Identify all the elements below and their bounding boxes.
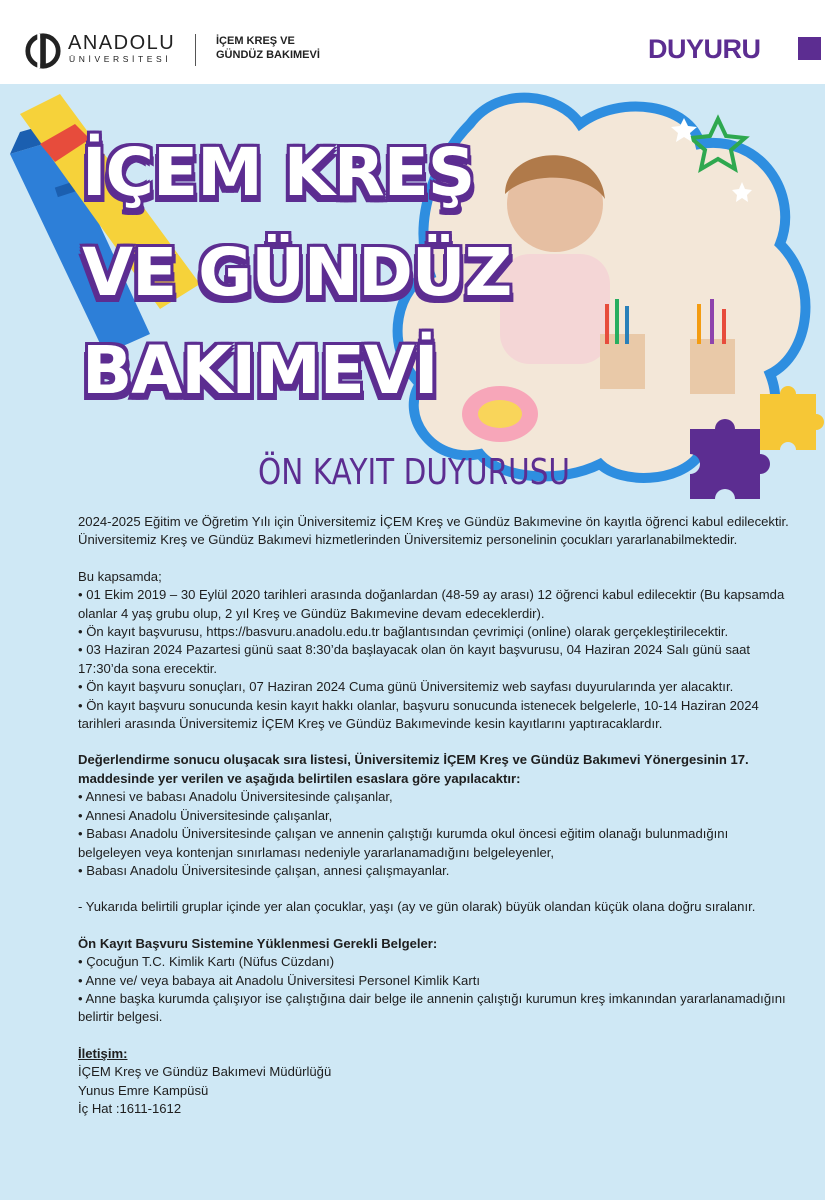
logo-name: ANADOLU [68, 32, 176, 54]
document-item: • Anne başka kurumda çalışıyor ise çalıştığına dair belge ile annenin çalıştığı kurumun kreş imkanından yararlanamadığını belirtir belgesi. [78, 990, 786, 1025]
scope-item: • 01 Ekim 2019 – 30 Eylül 2020 tarihleri arasında doğanlardan (48-59 ay arası) 12 öğrenci kabul edilecektir (Bu kapsamda olanlar 4 yaş grubu olup, 2 yıl Kreş ve Gündüz Bakımevine devam edeceklerdir). [78, 587, 785, 621]
poster-body [0, 84, 825, 1200]
document-item: • Anne ve/ veya babaya ait Anadolu Üniversitesi Personel Kimlik Kartı [78, 972, 480, 988]
announcement-square [798, 37, 821, 60]
evaluation-item: • Annesi Anadolu Üniversitesinde çalışanlar, [78, 807, 333, 823]
evaluation-heading: Değerlendirme sonucu oluşacak sıra listesi, Üniversitemiz İÇEM Kreş ve Gündüz Bakımevi Yönergesinin 17. maddesinde yer verilen ve aşağıda belirtilen esaslara göre yapılacaktır: [78, 752, 749, 786]
contact-heading: İletişim: [78, 1045, 128, 1061]
hero-title-line-3: BAKIMEVİ [82, 332, 438, 409]
hero-title-line-1: İÇEM KREŞ [82, 134, 475, 211]
header-divider [195, 34, 196, 66]
unit-name [216, 34, 366, 62]
scope-label: Bu kapsamda; [78, 568, 162, 584]
announcement-text [78, 513, 790, 1118]
ordering-note: - Yukarıda belirtili gruplar içinde yer alan çocuklar, yaşı (ay ve gün olarak) büyük olandan küçük olana doğru sıralanır. [78, 899, 756, 915]
intro-paragraph: 2024-2025 Eğitim ve Öğretim Yılı için Üniversitemiz İÇEM Kreş ve Gündüz Bakımevine ön kayıtla öğrenci kabul edilecektir. Üniversitemiz Kreş ve Gündüz Bakımevi hizmetlerinden Üniversitemiz personelinin çocukları yararlanabilmektedir. [78, 514, 789, 548]
header-bar [0, 0, 825, 84]
contact-line: İÇEM Kreş ve Gündüz Bakımevi Müdürlüğü [78, 1064, 332, 1080]
anadolu-logo-icon [24, 32, 62, 70]
hero-subtitle: ÖN KAYIT DUYURUSU [258, 452, 571, 493]
announcement-label: DUYURU [648, 34, 761, 64]
scope-item: • Ön kayıt başvuru sonuçları, 07 Haziran 2024 Cuma günü Üniversitemiz web sayfası duyurularında yer alacaktır. [78, 679, 734, 695]
evaluation-item: • Annesi ve babası Anadolu Üniversitesinde çalışanlar, [78, 789, 393, 805]
evaluation-item: • Babası Anadolu Üniversitesinde çalışan ve annenin çalıştığı kurumda okul öncesi eğitim olanağı bulunmadığını belgeleyen veya kontenjan sınırlaması nedeniyle yararlanamadığını belgeleyenler, [78, 826, 729, 860]
contact-line: Yunus Emre Kampüsü [78, 1082, 209, 1098]
scope-item: • Ön kayıt başvuru sonucunda kesin kayıt hakkı olanlar, başvuru sonucunda istenecek belgelerle, 10-14 Haziran 2024 tarihleri arasında Üniversitemiz İÇEM Kreş ve Gündüz Bakımevinde kesin kayıtlarını yaptıracaklardır. [78, 697, 759, 732]
documents-heading: Ön Kayıt Başvuru Sistemine Yüklenmesi Gerekli Belgeler: [78, 935, 438, 951]
evaluation-item: • Babası Anadolu Üniversitesinde çalışan, annesi çalışmayanlar. [78, 862, 450, 878]
unit-name-line1: İÇEM KREŞ VE [216, 35, 295, 47]
logo-subtitle: ÜNİVERSİTESİ [69, 54, 172, 64]
document-item: • Çocuğun T.C. Kimlik Kartı (Nüfus Cüzdanı) [78, 954, 335, 970]
scope-item: • Ön kayıt başvurusu, https://basvuru.anadolu.edu.tr bağlantısından çevrimiçi (online) olarak gerçekleştirilecektir. [78, 624, 729, 640]
contact-line: İç Hat :1611-1612 [78, 1100, 182, 1116]
hero-title-line-2: VE GÜNDÜZ [82, 234, 512, 311]
scope-item: • 03 Haziran 2024 Pazartesi günü saat 8:30’da başlayacak olan ön kayıt başvurusu, 04 Haziran 2024 Salı günü saat 17:30’da sona erecektir. [78, 642, 751, 676]
unit-name-line2: GÜNDÜZ BAKIMEVİ [216, 49, 320, 61]
